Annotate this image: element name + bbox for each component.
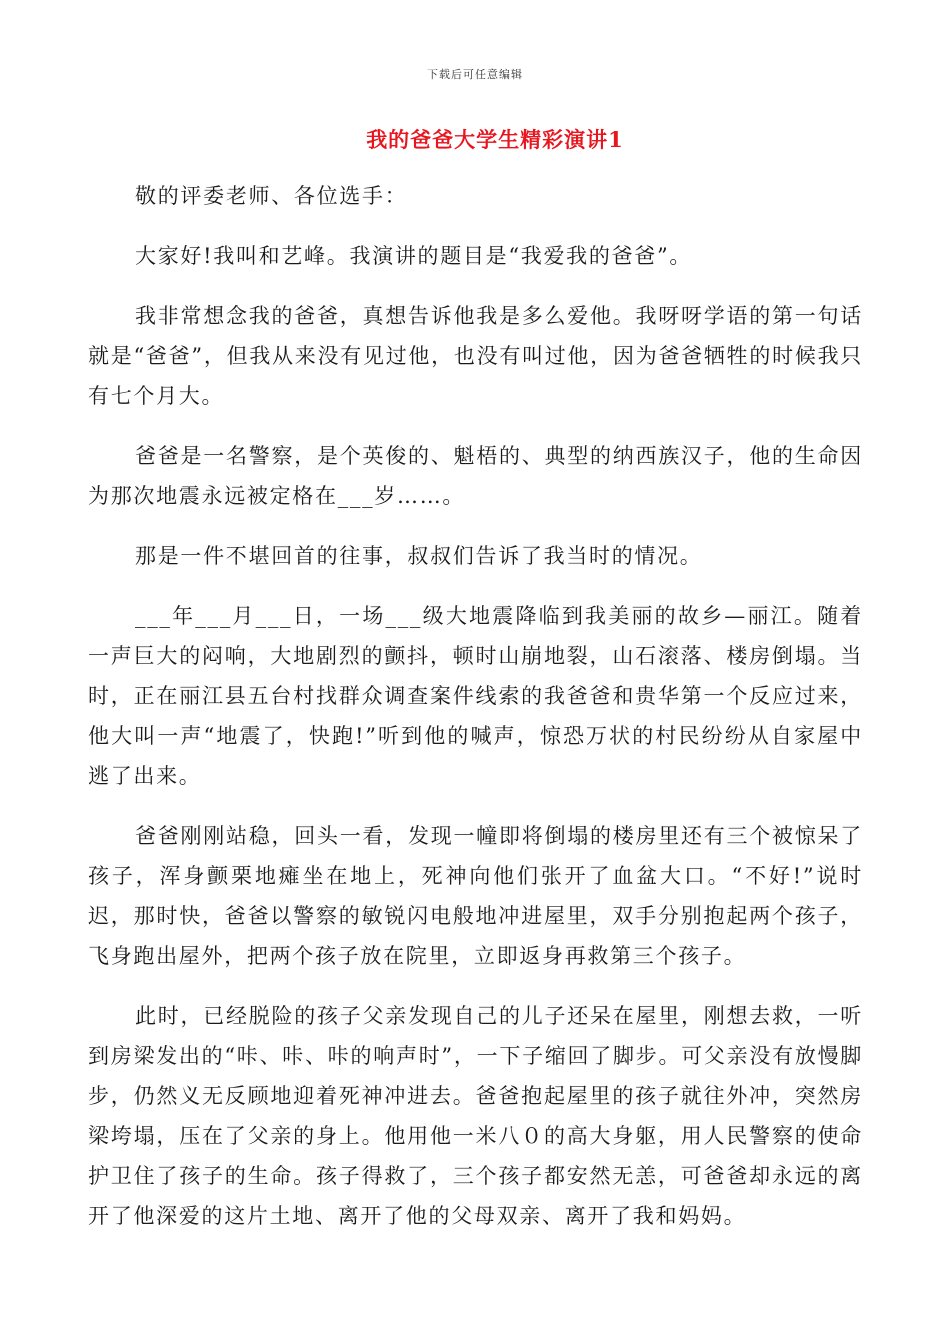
paragraph: 爸爸是一名警察，是个英俊的、魁梧的、典型的纳西族汉子，他的生命因为那次地震永远被定格在___岁……。 xyxy=(88,444,863,508)
paragraph-greeting: 大家好!我叫和艺峰。我演讲的题目是“我爱我的爸爸”。 xyxy=(135,244,693,268)
paragraph: 那是一件不堪回首的往事，叔叔们告诉了我当时的情况。 xyxy=(135,544,703,568)
paragraph-salutation: 敬的评委老师、各位选手： xyxy=(135,184,408,208)
document-title: 我的爸爸大学生精彩演讲1 xyxy=(366,127,624,152)
paragraph: 此时，已经脱险的孩子父亲发现自己的儿子还呆在屋里，刚想去救，一听到房梁发出的“咔、咔、咔的响声时”，一下子缩回了脚步。可父亲没有放慢脚步，仍然义无反顾地迎着死神冲进去。爸爸抱起屋里的孩子就往外冲，突然房梁垮塌，压在了父亲的身上。他用他一米八０的高大身躯，用人民警察的使命护卫住了孩子的生命。孩子得救了，三个孩子都安然无恙，可爸爸却永远的离开了他深爱的这片土地、离开了他的父母双亲、离开了我和妈妈。 xyxy=(88,1004,863,1228)
header-note: 下载后可任意编辑 xyxy=(427,68,523,81)
paragraph: 爸爸刚刚站稳，回头一看，发现一幢即将倒塌的楼房里还有三个被惊呆了孩子，浑身颤栗地瘫坐在地上，死神向他们张开了血盆大口。“不好!”说时迟，那时快，爸爸以警察的敏锐闪电般地冲进屋里，双手分别抱起两个孩子，飞身跑出屋外，把两个孩子放在院里，立即返身再救第三个孩子。 xyxy=(88,824,863,968)
document-body xyxy=(88,176,863,1256)
paragraph: ___年___月___日，一场___级大地震降临到我美丽的故乡—丽江。随着一声巨大的闷响，大地剧烈的颤抖，顿时山崩地裂，山石滚落、楼房倒塌。当时，正在丽江县五台村找群众调查案件线索的我爸爸和贵华第一个反应过来，他大叫一声“地震了，快跑!”听到他的喊声，惊恐万状的村民纷纷从自家屋中逃了出来。 xyxy=(88,604,863,788)
paragraph: 我非常想念我的爸爸，真想告诉他我是多么爱他。我呀呀学语的第一句话就是“爸爸”，但我从来没有见过他，也没有叫过他，因为爸爸牺牲的时候我只有七个月大。 xyxy=(88,304,863,408)
